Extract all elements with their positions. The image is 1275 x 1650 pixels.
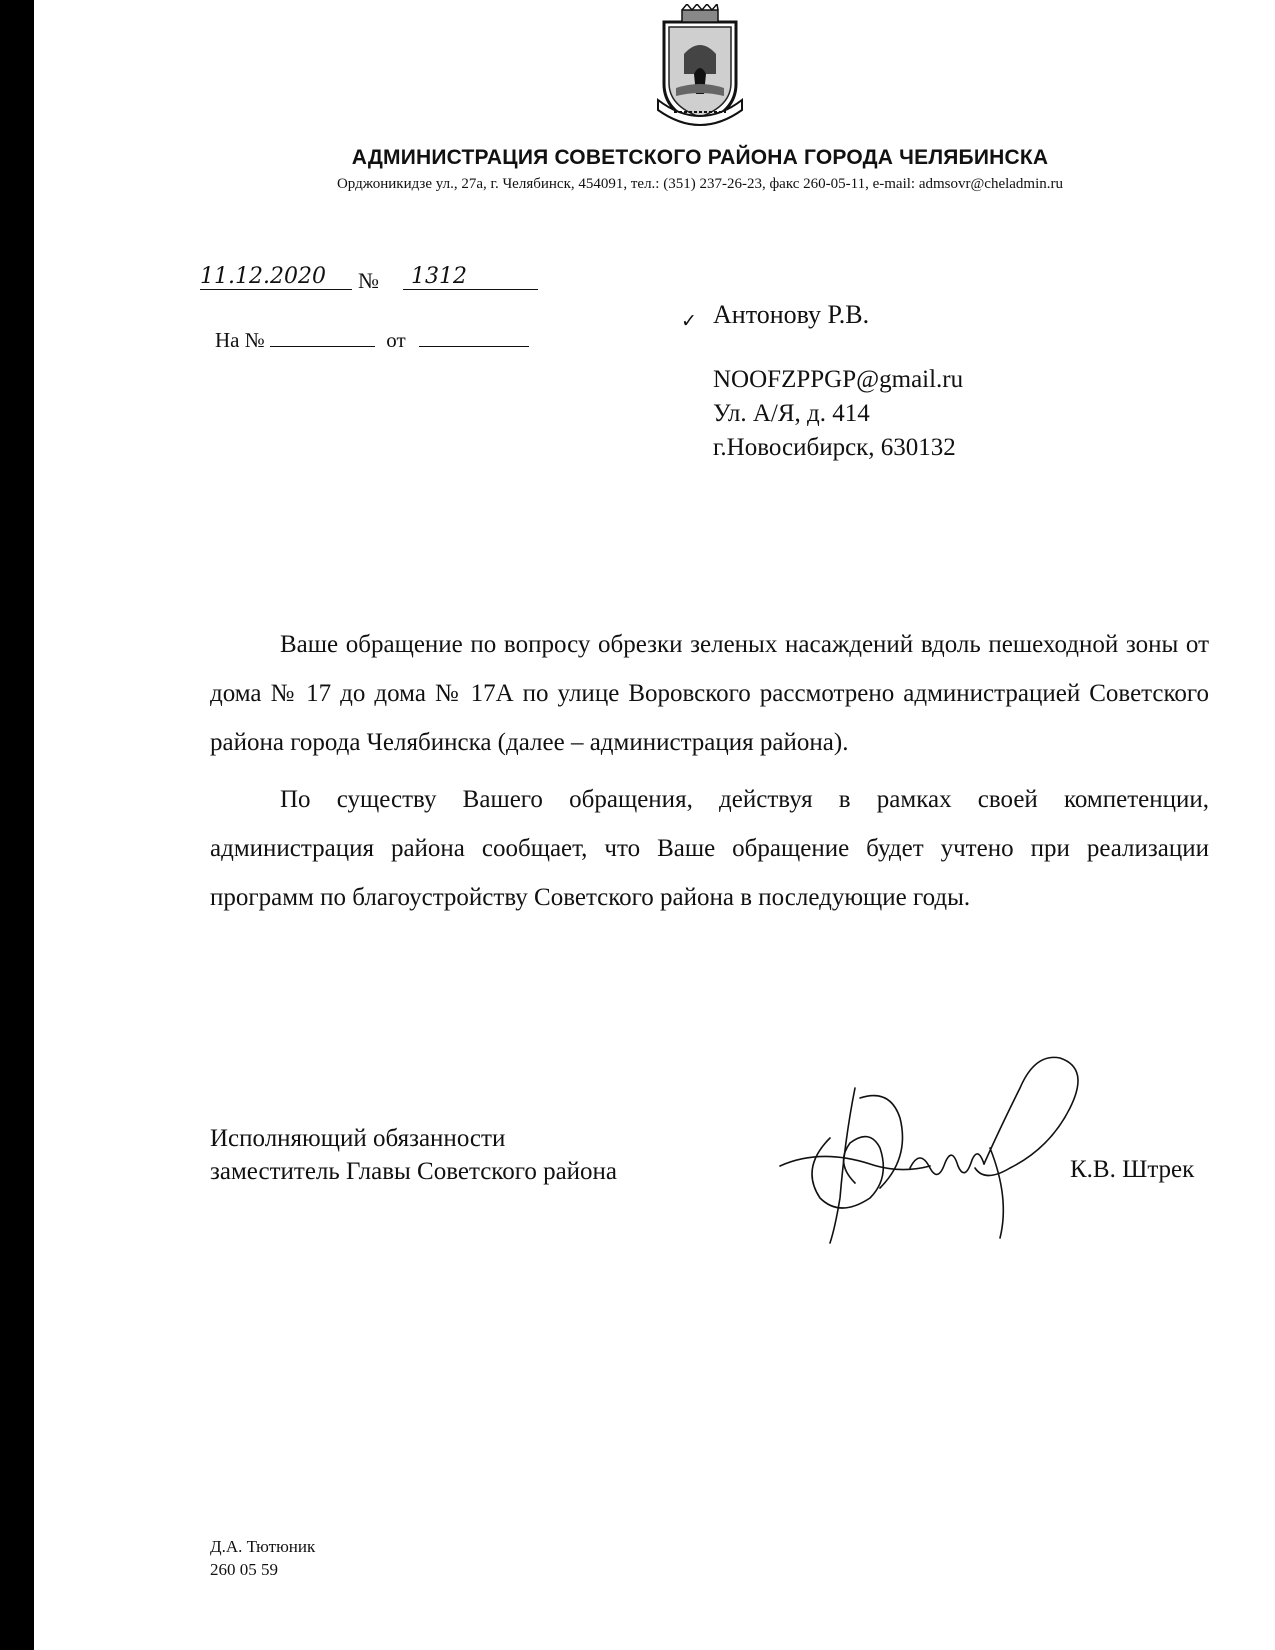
body-paragraph: Ваше обращение по вопросу обрезки зеленых насаждений вдоль пешеходной зоны от дома № 17 до дома № 17А по улице Воровского рассмотрено администрацией Советского района города Челябинска (далее – администрация района). [210, 631, 1209, 756]
reply-date-blank [419, 346, 529, 347]
signatory-position [210, 1122, 617, 1188]
recipient-street: Ул. А/Я, д. 414 [713, 400, 870, 427]
registration-number: 1312 [403, 264, 538, 290]
letter-body [210, 620, 1209, 922]
reply-number-label: На № [215, 328, 265, 352]
coat-of-arms-emblem [654, 4, 746, 132]
executor-info [210, 1535, 315, 1581]
recipient-name: Антонову Р.В. [713, 300, 870, 329]
registration-date: 11.12.2020 [200, 264, 352, 290]
reply-reference [215, 328, 529, 353]
signatory-position-line: Исполняющий обязанности [210, 1125, 506, 1152]
registration-number-label: № [358, 268, 379, 293]
scan-edge [0, 0, 34, 1650]
signatory-name: К.В. Штрек [1070, 1156, 1195, 1183]
executor-phone: 260 05 59 [210, 1560, 278, 1579]
check-mark-icon: ✓ [681, 311, 697, 332]
recipient-email: NOOFZPPGP@gmail.ru [713, 366, 964, 393]
handwritten-signature [760, 1048, 1110, 1248]
organization-contacts: Орджоникидзе ул., 27а, г. Челябинск, 454091, тел.: (351) 237-26-23, факс 260-05-11, e-mail: admsovr@cheladmin.ru [336, 176, 1064, 192]
reply-number-blank [270, 346, 375, 347]
organization-title: АДМИНИСТРАЦИЯ СОВЕТСКОГО РАЙОНА ГОРОДА ЧЕЛЯБИНСКА [351, 146, 1049, 169]
reply-date-label: от [386, 328, 406, 352]
signatory-position-line: заместитель Главы Советского района [210, 1158, 618, 1185]
recipient-city: г.Новосибирск, 630132 [713, 434, 956, 461]
executor-name: Д.А. Тютюник [210, 1537, 316, 1556]
body-paragraph: По существу Вашего обращения, действуя в рамках своей компетенции, администрация района сообщает, что Ваше обращение будет учтено при реализации программ по благоустройству Советского района в последующие годы. [210, 786, 1209, 911]
